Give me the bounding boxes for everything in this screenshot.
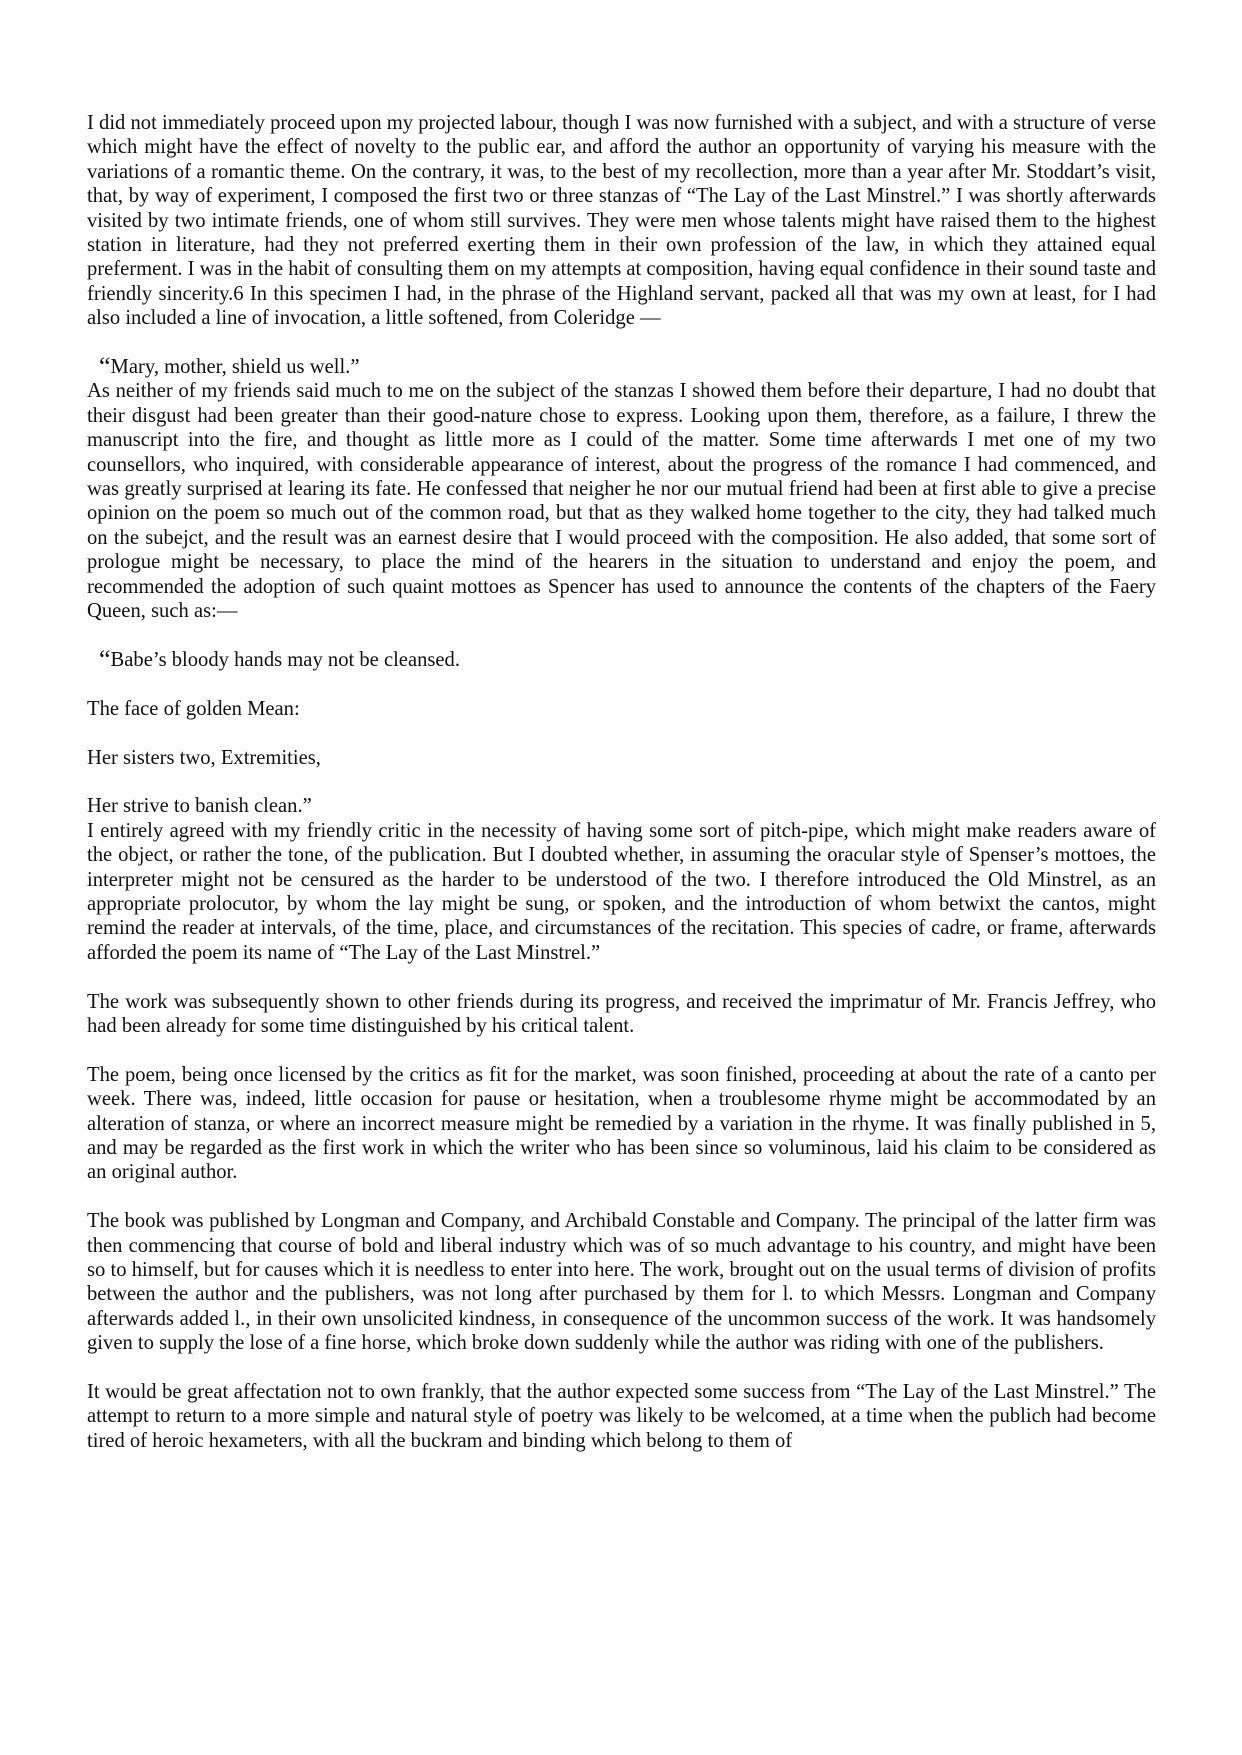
verse-line-3: Her sisters two, Extremities, xyxy=(87,746,321,769)
paragraph-gap xyxy=(87,1356,1156,1380)
paragraph-gap xyxy=(87,331,1156,355)
verse-line-1 xyxy=(87,644,1156,674)
paragraph-gap xyxy=(87,965,1156,989)
paragraph-5: The poem, being once licensed by the critics as fit for the market, was soon finished, proceeding at about the rate of a canto per week. There was, indeed, little occasion for pause or hesitation, when a troublesome rhyme might be accommodated by an alteration of stanza, or where an incorrect measure might be remedied by a variation in the rhyme. It was finally published in 5, and may be regarded as the first work in which the writer who has been since so voluminous, laid his claim to be considered as an original author. xyxy=(87,1063,1156,1184)
verse-line-2: The face of golden Mean: xyxy=(87,697,300,720)
paragraph-gap xyxy=(87,721,1156,745)
paragraph-3: I entirely agreed with my friendly critic in the necessity of having some sort of pitch-pipe, which might make readers aware of the object, or rather the tone, of the publication. But I doubted whether, in assuming the oracular style of Spenser’s mottoes, the interpreter might not be censured as the harder to be understood of the two. I therefore introduced the Old Minstrel, as an appropriate prolocutor, by whom the lay might be sung, or spoken, and the introduction of whom betwixt the cantos, might remind the reader at intervals, of the time, place, and circumstances of the recitation. This species of cadre, or frame, afterwards afforded the poem its name of “The Lay of the Last Minstrel.” xyxy=(87,819,1156,964)
paragraph-gap xyxy=(87,624,1156,648)
paragraph-gap xyxy=(87,770,1156,794)
verse-line-4: Her strive to banish clean.” xyxy=(87,795,312,818)
quotation-text: Mary, mother, shield us well.” xyxy=(110,356,360,379)
paragraph-gap xyxy=(87,1185,1156,1209)
paragraph-1: I did not immediately proceed upon my projected labour, though I was now furnished with a subject, and with a structure of verse which might have the effect of novelty to the public ear, and afford the author an opportunity of varying his measure with the variations of a romantic theme. On the contrary, it was, to the best of my recollection, more than a year after Mr. Stoddart’s visit, that, by way of experiment, I composed the first two or three stanzas of “The Lay of the Last Minstrel.” I was shortly afterwards visited by two intimate friends, one of whom still survives. They were men whose talents might have raised them to the highest station in literature, had they not preferred exerting them in their own profession of the law, in which they attained equal preferment. I was in the habit of consulting them on my attempts at composition, having equal confidence in their sound taste and friendly sincerity.6 In this specimen I had, in the phrase of the Highland servant, packed all that was my own at least, for I had also included a line of invocation, a little softened, from Coleridge — xyxy=(87,112,1156,330)
verse-text: Babe’s bloody hands may not be cleansed. xyxy=(110,648,460,671)
paragraph-6: The book was published by Longman and Company, and Archibald Constable and Company. The principal of the latter firm was then commencing that course of bold and liberal industry which was of so much advantage to his country, and might have been so to himself, but for causes which it is needless to enter into here. The work, brought out on the usual terms of division of profits between the author and the publishers, was not long after purchased by them for l. to which Messrs. Longman and Company afterwards added l., in their own unsolicited kindness, in consequence of the uncommon success of the work. It was handsomely given to supply the lose of a fine horse, which broke down suddenly while the author was riding with one of the publishers. xyxy=(87,1210,1156,1355)
paragraph-gap xyxy=(87,1038,1156,1062)
paragraph-7: It would be great affectation not to own frankly, that the author expected some success from “The Lay of the Last Minstrel.” The attempt to return to a more simple and natural style of poetry was likely to be welcomed, at a time when the publich had become tired of heroic hexameters, with all the buckram and binding which belong to them of xyxy=(87,1380,1156,1452)
paragraph-2: As neither of my friends said much to me on the subject of the stanzas I showed them before their departure, I had no doubt that their disgust had been greater than their good-nature chose to express. Looking upon them, therefore, as a failure, I threw the manuscript into the fire, and thought as little more as I could of the matter. Some time afterwards I met one of my two counsellors, who inquired, with considerable appearance of interest, about the progress of the romance I had commenced, and was greatly surprised at learing its fate. He confessed that neigher he nor our mutual friend had been at first able to give a precise opinion on the poem so much out of the common road, but that as they walked home together to the city, they had talked much on the subejct, and the result was an earnest desire that I would proceed with the composition. He also added, that some sort of prologue might be necessary, to place the mind of the hearers in the situation to understand and enjoy the poem, and recommended the adoption of such quaint mottoes as Spencer has used to announce the contents of the chapters of the Faery Queen, such as:— xyxy=(87,380,1156,623)
document-page xyxy=(87,111,1156,1453)
paragraph-4: The work was subsequently shown to other friends during its progress, and received the imprimatur of Mr. Francis Jeffrey, who had been already for some time distinguished by his critical talent. xyxy=(87,990,1156,1037)
paragraph-gap xyxy=(87,672,1156,696)
open-quote-mark: “ xyxy=(99,352,111,382)
open-quote-mark: “ xyxy=(99,644,111,674)
quotation-coleridge xyxy=(87,352,1156,382)
